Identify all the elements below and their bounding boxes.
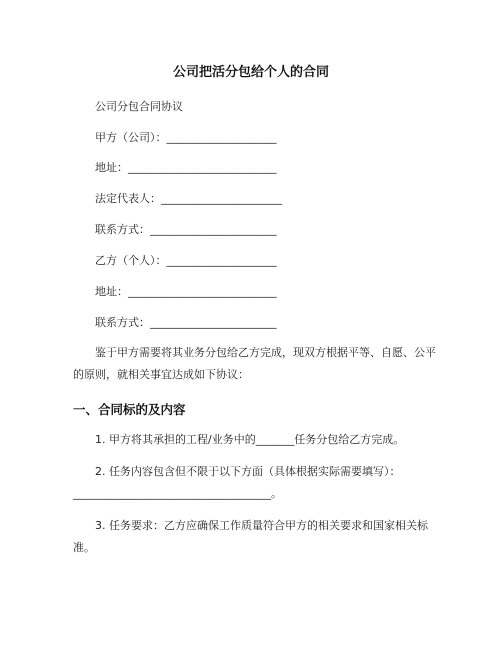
field-party-a: 甲方（公司）：____________________ [95, 131, 277, 144]
clause-item-3: 3. 任务要求：乙方应确保工作质量符合甲方的相关要求和国家相关标准。 [73, 519, 428, 554]
intro-paragraph: 鉴于甲方需要将其业务分包给乙方完成，现双方根据平等、自愿、公平的原则，就相关事宜达成如下协议： [73, 346, 436, 381]
clause-item-1: 1. 甲方将其承担的工程/业务中的_______任务分包给乙方完成。 [95, 433, 405, 446]
document-subtitle: 公司分包合同协议 [95, 100, 183, 113]
field-party-b: 乙方（个人）：____________________ [95, 254, 277, 267]
field-contact-a: 联系方式：_______________________ [95, 223, 277, 236]
field-contact-b: 联系方式：_______________________ [95, 316, 277, 329]
field-address-a: 地址：___________________________ [95, 161, 277, 174]
document-title: 公司把活分包给个人的合同 [172, 65, 329, 80]
field-legal-representative: 法定代表人：______________________ [95, 192, 282, 205]
section-heading: 一、合同标的及内容 [73, 402, 186, 417]
field-address-b: 地址：___________________________ [95, 285, 277, 298]
clause-item-2: 2. 任务内容包含但不限于以下方面（具体根据实际需要填写）：____________________________________。 [73, 465, 401, 500]
